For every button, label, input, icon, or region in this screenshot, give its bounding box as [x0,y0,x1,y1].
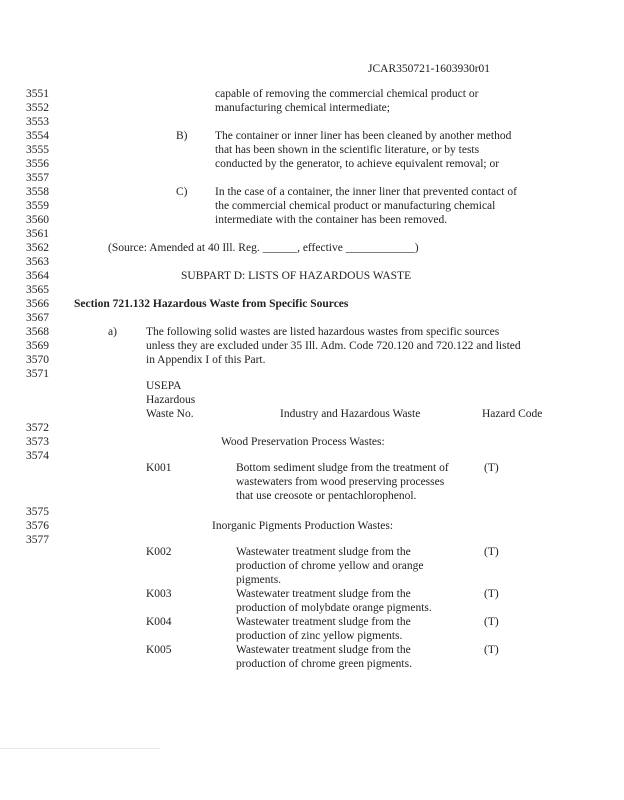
table-header-industry: Industry and Hazardous Waste [280,408,421,420]
waste-description-line: Wastewater treatment sludge from the [236,546,411,558]
line-number: 3570 [26,354,49,366]
line-number: 3555 [26,144,49,156]
waste-description-line: wastewaters from wood preserving processes [236,476,445,488]
line-number: 3576 [26,520,49,532]
source-note: (Source: Amended at 40 Ill. Reg. ______, effective ____________) [108,242,419,254]
waste-number: K003 [146,588,172,600]
hazard-code: (T) [484,644,499,656]
list-marker-a: a) [108,326,117,338]
hazard-code: (T) [484,588,499,600]
waste-description-line: production of chrome yellow and orange [236,560,424,572]
line-number: 3565 [26,284,49,296]
list-marker-b: B) [176,130,188,142]
waste-description-line: that use creosote or pentachlorophenol. [236,490,417,502]
line-number: 3562 [26,242,49,254]
hazard-code: (T) [484,546,499,558]
line-number: 3566 [26,298,49,310]
waste-description-line: Wastewater treatment sludge from the [236,588,411,600]
line-number: 3572 [26,422,49,434]
body-text-line: unless they are excluded under 35 Ill. Adm. Code 720.120 and 720.122 and listed [146,340,521,352]
waste-description-line: pigments. [236,574,282,586]
line-number: 3556 [26,158,49,170]
body-text-line: conducted by the generator, to achieve equivalent removal; or [215,158,500,170]
line-number: 3577 [26,534,49,546]
waste-number: K001 [146,462,172,474]
waste-number: K005 [146,644,172,656]
document-id: JCAR350721-1603930r01 [368,63,491,75]
line-number: 3560 [26,214,49,226]
line-number: 3554 [26,130,49,142]
line-number: 3564 [26,270,49,282]
line-number: 3563 [26,256,49,268]
table-header-usepa: USEPA [146,380,182,392]
line-number: 3558 [26,186,49,198]
line-number: 3559 [26,200,49,212]
line-number: 3575 [26,506,49,518]
line-number: 3574 [26,450,49,462]
body-text-line: manufacturing chemical intermediate; [215,102,390,114]
line-number: 3552 [26,102,49,114]
body-text-line: the commercial chemical product or manufacturing chemical [215,200,496,212]
footer-divider [0,748,160,749]
body-text-line: that has been shown in the scientific literature, or by tests [215,144,480,156]
body-text-line: In the case of a container, the inner liner that prevented contact of [215,186,517,198]
waste-description-line: Wastewater treatment sludge from the [236,644,411,656]
waste-description-line: Wastewater treatment sludge from the [236,616,411,628]
body-text-line: capable of removing the commercial chemical product or [215,88,479,100]
table-header-usepa: Hazardous [146,394,196,406]
table-header-usepa: Waste No. [146,408,194,420]
line-number: 3557 [26,172,49,184]
waste-number: K004 [146,616,172,628]
table-header-hazard-code: Hazard Code [482,408,543,420]
waste-description-line: production of chrome green pigments. [236,658,412,670]
section-heading: Section 721.132 Hazardous Waste from Specific Sources [74,298,349,310]
line-number: 3553 [26,116,49,128]
waste-description-line: production of molybdate orange pigments. [236,602,432,614]
hazard-code: (T) [484,616,499,628]
line-number: 3567 [26,312,49,324]
line-number: 3551 [26,88,49,100]
body-text-line: The following solid wastes are listed hazardous wastes from specific sources [146,326,500,338]
subpart-heading: SUBPART D: LISTS OF HAZARDOUS WASTE [181,270,412,282]
list-marker-c: C) [176,186,188,198]
waste-description-line: Bottom sediment sludge from the treatment of [236,462,449,474]
table-group-heading: Inorganic Pigments Production Wastes: [212,520,394,532]
line-number: 3561 [26,228,49,240]
body-text-line: in Appendix I of this Part. [146,354,266,366]
waste-number: K002 [146,546,172,558]
body-text-line: intermediate with the container has been removed. [215,214,448,226]
line-number: 3571 [26,368,49,380]
body-text-line: The container or inner liner has been cleaned by another method [215,130,512,142]
waste-description-line: production of zinc yellow pigments. [236,630,403,642]
line-number: 3568 [26,326,49,338]
line-number: 3569 [26,340,49,352]
line-number: 3573 [26,436,49,448]
hazard-code: (T) [484,462,499,474]
table-group-heading: Wood Preservation Process Wastes: [221,436,385,448]
